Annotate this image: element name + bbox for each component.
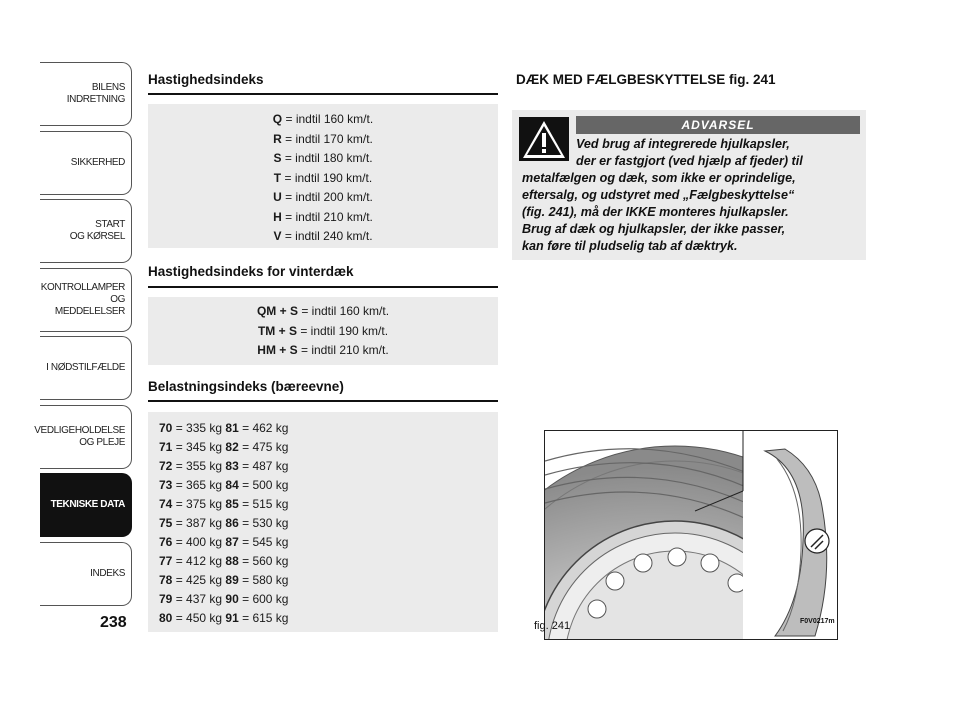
load-index-row (159, 457, 498, 476)
speed-index-heading: Hastighedsindeks (148, 72, 264, 87)
load-weight: = 400 kg (172, 535, 226, 549)
load-weight: = 425 kg (172, 573, 226, 587)
load-weight: = 600 kg (238, 592, 289, 606)
index-value: = indtil 210 km/t. (297, 343, 389, 357)
load-code: 84 (225, 478, 239, 492)
load-code: 78 (159, 573, 173, 587)
sidebar-tab-2[interactable]: SIKKERHED (40, 131, 132, 195)
index-value: = indtil 180 km/t. (281, 151, 373, 165)
index-code: V (273, 229, 282, 243)
load-code: 80 (159, 611, 173, 625)
index-value: = indtil 170 km/t. (281, 131, 373, 146)
load-code: 77 (159, 554, 173, 568)
load-code: 70 (159, 421, 173, 435)
load-code: 86 (225, 516, 239, 530)
warning-line: metalfælgen og dæk, som ikke er oprindelige, (522, 171, 796, 185)
load-code: 82 (225, 440, 239, 454)
index-code: T (273, 170, 282, 185)
load-code: 75 (159, 516, 173, 530)
winter-index-row (148, 302, 498, 322)
warning-label: ADVARSEL (576, 116, 860, 134)
speed-index-row (148, 169, 498, 189)
speed-index-row (148, 208, 498, 228)
load-index-row (159, 552, 498, 571)
index-code: U (273, 190, 282, 204)
load-index-row (159, 609, 498, 628)
load-weight: = 580 kg (238, 573, 289, 587)
sidebar-tab-1[interactable]: BILENS INDRETNING (40, 62, 132, 126)
load-code: 81 (225, 421, 239, 435)
load-weight: = 515 kg (238, 497, 289, 511)
warning-line: eftersalg, og udstyret med „Fælgbeskyttelse“ (522, 188, 795, 202)
rim-protector-figref: fig. 241 (725, 72, 776, 87)
index-value: = indtil 240 km/t. (281, 229, 373, 243)
load-weight: = 475 kg (238, 440, 289, 454)
load-code: 87 (225, 535, 239, 549)
sidebar-tab-7[interactable]: TEKNISKE DATA (40, 473, 132, 537)
winter-index-row (148, 341, 498, 361)
speed-index-rule (148, 93, 498, 95)
warning-line: (fig. 241), må der IKKE monteres hjulkapsler. (522, 205, 789, 219)
load-weight: = 412 kg (172, 554, 226, 568)
load-code: 83 (225, 459, 239, 473)
speed-index-row (148, 188, 498, 208)
load-code: 71 (159, 440, 173, 454)
index-code: TM + S (257, 323, 297, 338)
load-weight: = 355 kg (172, 459, 226, 473)
load-weight: = 437 kg (172, 592, 226, 606)
index-value: = indtil 190 km/t. (281, 170, 373, 185)
speed-index-row (148, 227, 498, 247)
index-value: = indtil 160 km/t. (282, 112, 374, 126)
load-weight: = 365 kg (172, 478, 226, 492)
load-weight: = 545 kg (238, 535, 289, 549)
load-code: 89 (225, 573, 239, 587)
warning-line: Brug af dæk og hjulkapsler, der ikke passer, (522, 222, 786, 236)
warning-line: der er fastgjort (ved hjælp af fjeder) til (576, 154, 803, 168)
load-index-row (159, 495, 498, 514)
load-index-row (159, 419, 498, 438)
load-index-row (159, 590, 498, 609)
speed-index-row (148, 130, 498, 150)
sidebar-tab-5[interactable]: I NØDSTILFÆLDE (40, 336, 132, 400)
load-code: 91 (225, 611, 239, 625)
load-code: 76 (159, 535, 173, 549)
winter-index-heading: Hastighedsindeks for vinterdæk (148, 264, 354, 279)
index-code: H (273, 209, 282, 224)
load-index-heading: Belastningsindeks (bæreevne) (148, 379, 344, 394)
index-value: = indtil 210 km/t. (281, 209, 373, 224)
rim-protector-heading (516, 72, 776, 87)
sidebar-tab-3[interactable]: START OG KØRSEL (40, 199, 132, 263)
speed-index-row (148, 110, 498, 130)
load-index-row (159, 514, 498, 533)
load-weight: = 387 kg (172, 516, 226, 530)
index-code: S (273, 151, 282, 165)
sidebar-tab-6[interactable]: VEDLIGEHOLDELSE OG PLEJE (40, 405, 132, 469)
load-weight: = 345 kg (172, 440, 226, 454)
index-value: = indtil 160 km/t. (297, 304, 390, 318)
load-index-table (148, 412, 498, 632)
tire-rim-protector-illustration (544, 430, 838, 640)
load-weight: = 375 kg (172, 497, 226, 511)
winter-index-rule (148, 286, 498, 288)
figure-caption: fig. 241 (534, 620, 571, 632)
figure-code: F0V0217m (800, 618, 835, 625)
index-value: = indtil 200 km/t. (281, 190, 373, 204)
load-weight: = 462 kg (238, 421, 289, 435)
load-code: 73 (159, 478, 173, 492)
load-code: 79 (159, 592, 173, 606)
load-index-row (159, 438, 498, 457)
sidebar-tab-4[interactable]: KONTROLLAMPER OG MEDDELELSER (40, 268, 132, 332)
winter-index-row (148, 322, 498, 342)
speed-index-row (148, 149, 498, 169)
warning-line: kan føre til pludselig tab af dæktryk. (522, 239, 738, 253)
load-weight: = 335 kg (172, 421, 226, 435)
load-code: 72 (159, 459, 173, 473)
index-code: Q (272, 112, 283, 126)
load-index-row (159, 476, 498, 495)
index-value: = indtil 190 km/t. (296, 323, 389, 338)
load-index-rule (148, 400, 498, 402)
load-weight: = 487 kg (238, 459, 289, 473)
load-weight: = 500 kg (238, 478, 289, 492)
load-code: 88 (225, 554, 239, 568)
load-weight: = 560 kg (238, 554, 289, 568)
warning-text (522, 136, 858, 255)
load-weight: = 530 kg (238, 516, 289, 530)
winter-index-table (148, 297, 498, 365)
load-code: 90 (225, 592, 239, 606)
rim-protector-title: DÆK MED FÆLGBESKYTTELSE (516, 72, 726, 87)
warning-line: Ved brug af integrerede hjulkapsler, (576, 137, 790, 151)
load-index-row (159, 533, 498, 552)
page-number: 238 (100, 614, 127, 631)
index-code: QM + S (256, 304, 298, 318)
speed-index-table (148, 104, 498, 248)
sidebar-tab-8[interactable]: INDEKS (40, 542, 132, 606)
load-weight: = 450 kg (172, 611, 226, 625)
load-code: 85 (225, 497, 239, 511)
index-code: HM + S (257, 343, 298, 357)
load-index-row (159, 571, 498, 590)
load-weight: = 615 kg (238, 611, 289, 625)
load-code: 74 (159, 497, 173, 511)
index-code: R (273, 131, 282, 146)
